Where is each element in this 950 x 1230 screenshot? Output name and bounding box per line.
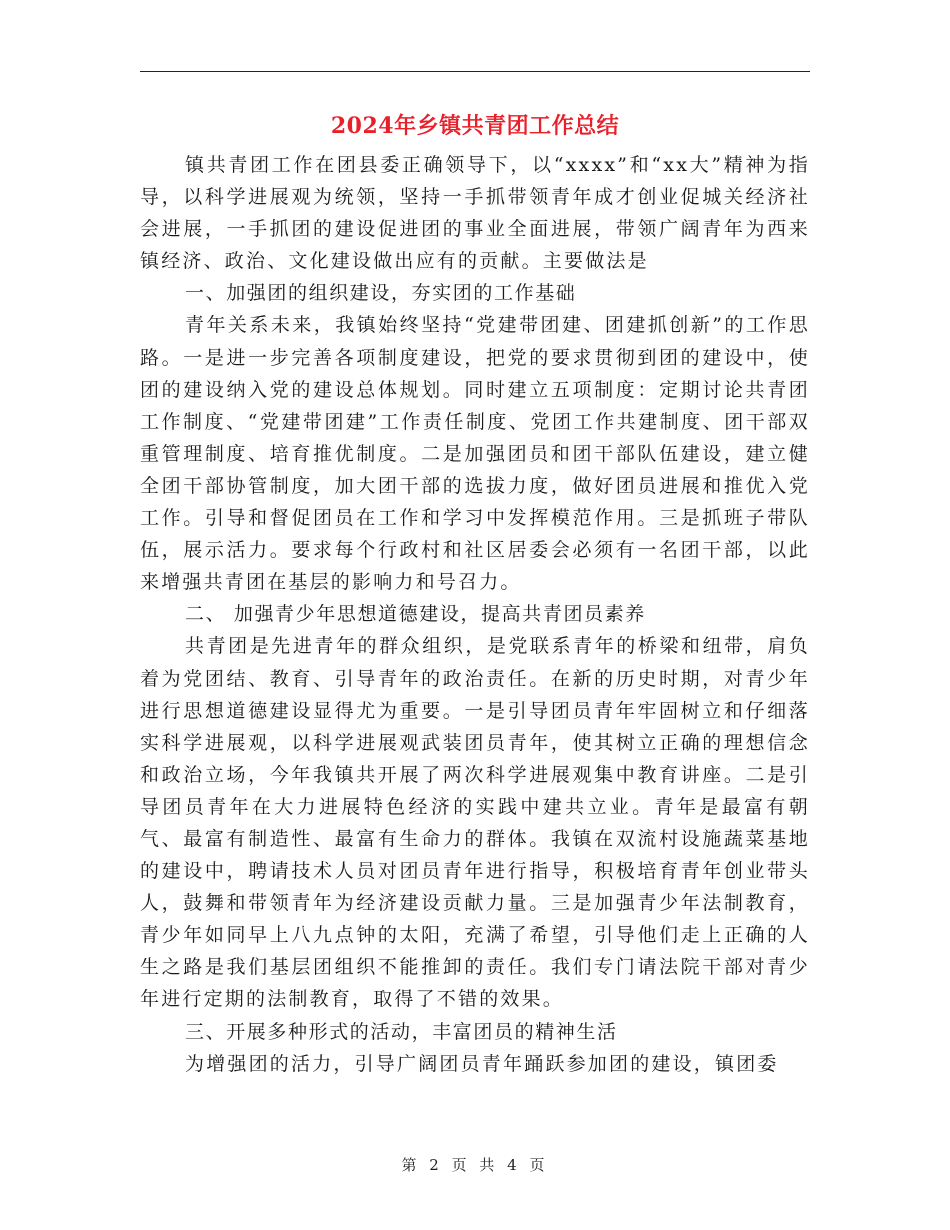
section-1-paragraph: 青年关系未来，我镇始终坚持“党建带团建、团建抓创新”的工作思路。一是进一步完善各项制度建设，把党的要求贯彻到团的建设中，使团的建设纳入党的建设总体规划。同时建立五项制度：定期讨论共青团工作制度、“党建带团建”工作责任制度、党团工作共建制度、团干部双重管理制度、培育推优制度。二是加强团员和团干部队伍建设，建立健全团干部协管制度，加大团干部的选拔力度，做好团员进展和推优入党工作。引导和督促团员在工作和学习中发挥模范作用。三是抓班子带队伍，展示活力。要求每个行政村和社区居委会必须有一名团干部，以此来增强共青团在基层的影响力和号召力。 [140, 314, 810, 594]
header-rule [140, 71, 810, 72]
section-heading-2: 二、 加强青少年思想道德建设，提高共青团员素养 [185, 603, 646, 626]
section-2-paragraph: 共青团是先进青年的群众组织，是党联系青年的桥梁和纽带，肩负着为党团结、教育、引导青年的政治责任。在新的历史时期，对青少年进行思想道德建设显得尤为重要。一是引导团员青年牢固树立和仔细落实科学进展观，以科学进展观武装团员青年，使其树立正确的理想信念和政治立场，今年我镇共开展了两次科学进展观集中教育讲座。二是引导团员青年在大力进展特色经济的实践中建共立业。青年是最富有朝气、最富有制造性、最富有生命力的群体。我镇在双流村设施蔬菜基地的建设中，聘请技术人员对团员青年进行指导，积极培育青年创业带头人，鼓舞和带领青年为经济建设贡献力量。三是加强青少年法制教育，青少年如同早上八九点钟的太阳，充满了希望，引导他们走上正确的人生之路是我们基层团组织不能推卸的责任。我们专门请法院干部对青少年进行定期的法制教育，取得了不错的效果。 [140, 635, 810, 1011]
section-heading-1: 一、加强团的组织建设，夯实团的工作基础 [185, 282, 577, 305]
section-3-paragraph: 为增强团的活力，引导广阔团员青年踊跃参加团的建设，镇团委 [185, 1052, 779, 1075]
document-body [140, 149, 810, 1080]
section-heading-3: 三、开展多种形式的活动，丰富团员的精神生活 [185, 1020, 618, 1043]
page-number-footer: 第 2 页 共 4 页 [401, 1156, 549, 1174]
document-title: 2024年乡镇共青团工作总结 [330, 113, 620, 139]
intro-paragraph: 镇共青团工作在团县委正确领导下，以“xxxx”和“xx大”精神为指导，以科学进展观为统领，坚持一手抓带领青年成才创业促城关经济社会进展，一手抓团的建设促进团的事业全面进展，带领广阔青年为西来镇经济、政治、文化建设做出应有的贡献。主要做法是 [140, 154, 810, 273]
